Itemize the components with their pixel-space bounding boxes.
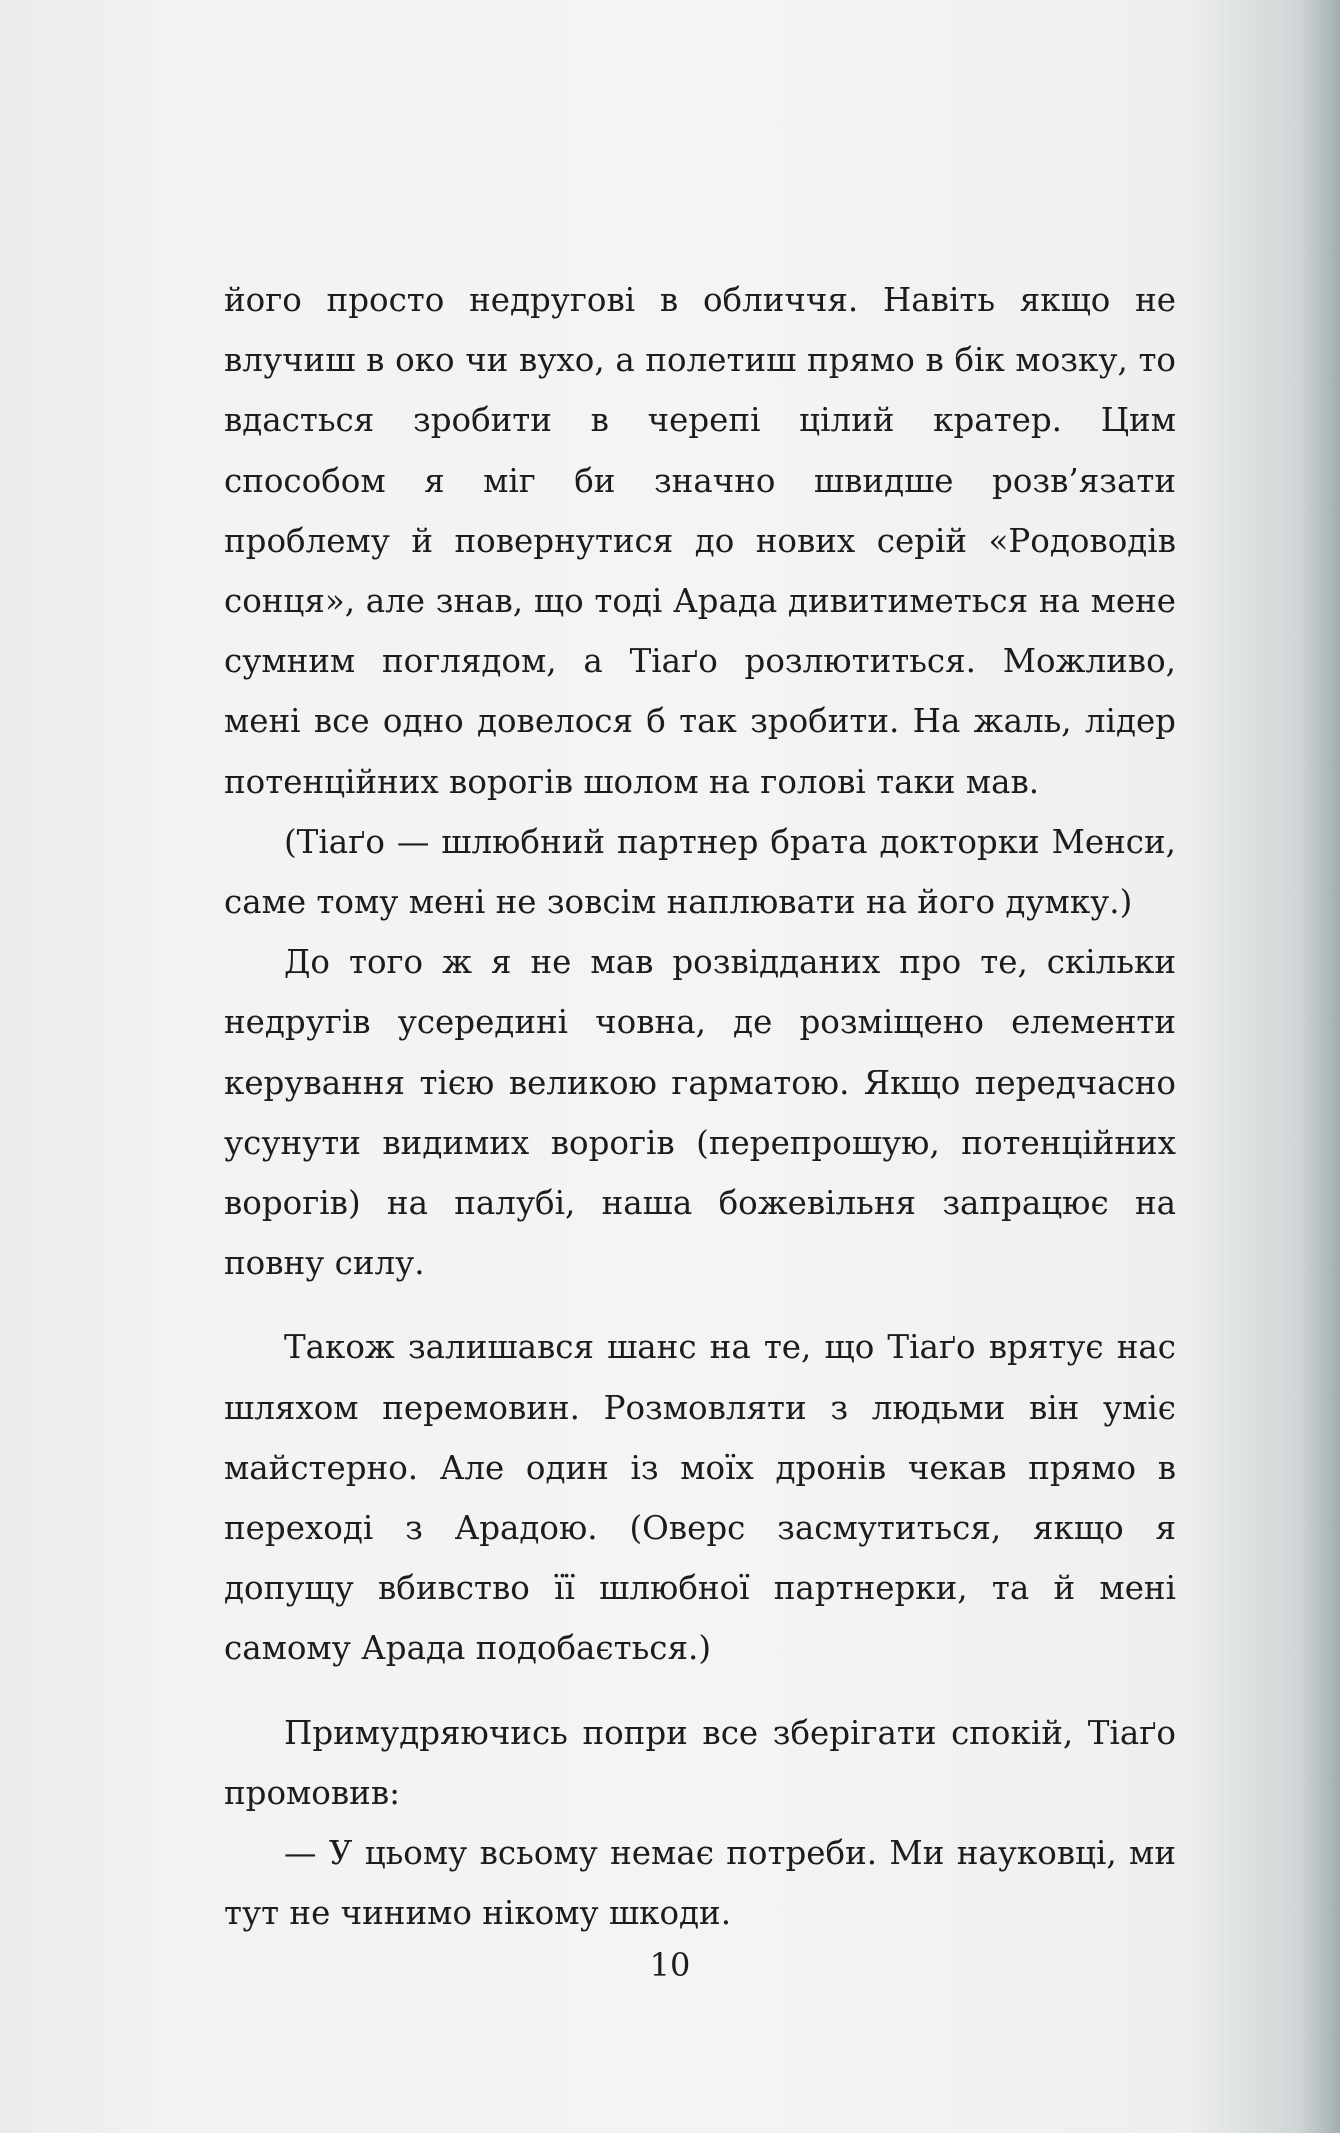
- page-number: 10: [649, 1946, 691, 1984]
- paragraph: Примудряючись попри все зберігати спокій, Тіаґо промовив:: [224, 1713, 1176, 1812]
- paragraph: його просто недругові в обличчя. Навіть якщо не влучиш в око чи вухо, а полетиш прямо в бік мозку, то вдасться зробити в черепі цілий кратер. Цим способом я міг би значно швидше розв’язати проблему й повернутися до нових серій «Родоводів сонця», але знав, що тоді Арада дивитиметься на мене сумним поглядом, а Тіаґо розлютиться. Можливо, мені все одно довелося б так зробити. На жаль, лідер потенційних ворогів шолом на голові таки мав.: [224, 281, 1176, 801]
- paragraph: Також залишався шанс на те, що Тіаґо врятує нас шляхом перемовин. Розмовляти з людьми він уміє майстерно. Але один із моїх дронів чекав прямо в переході з Арадою. (Оверс засмутиться, якщо я допущу вбивство її шлюбної партнерки, та й мені самому Арада подобається.): [224, 1328, 1176, 1668]
- paragraph: (Тіаґо — шлюбний партнер брата докторки Менси, саме тому мені не зовсім наплювати на його думку.): [224, 822, 1176, 922]
- paragraph: — У цьому всьому немає потреби. Ми науковці, ми тут не чинимо нікому шкоди.: [224, 1834, 1176, 1933]
- paragraph: До того ж я не мав розвідданих про те, скільки недругів усередині човна, де розміщено елементи керування тією великою гарматою. Якщо передчасно усунути видимих ворогів (перепрошую, потенційних ворогів) на палубі, наша божевільня запрацює на повну силу.: [224, 943, 1176, 1283]
- body-text: [224, 270, 1176, 1943]
